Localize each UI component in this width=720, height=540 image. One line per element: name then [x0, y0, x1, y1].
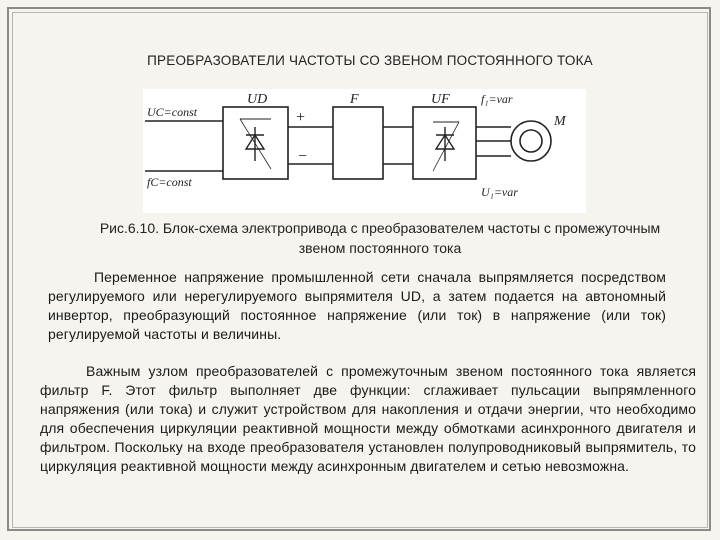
figure-caption: Рис.6.10. Блок-схема электропривода с преобразователем частоты с промежуточным звеном постоянного тока [99, 220, 661, 256]
paragraph-1: Переменное напряжение промышленной сети сначала выпрямляется посредством регулируемого или нерегулируемого выпрямителя UD, а затем подается на автономный инвертор, преобразующий постоянное напряжение (или ток) в напряжение (или ток) регулируемой частоты и величины. [48, 269, 666, 342]
motor-inner-circle [520, 130, 542, 152]
block-diagram [143, 89, 586, 213]
label-m: M [554, 114, 566, 129]
label-ud: UD [247, 92, 268, 107]
label-plus: + [296, 109, 306, 126]
paragraph-2: Важным узлом преобразователей с промежуточным звеном постоянного тока является фильтр F. Этот фильтр выполняет две функции: сглаживает пульсации выпрямленного напряжения (или тока) и служит устройством для накопления и отдачи энергии, что необходимо для обеспечения циркуляции реактивной мощности между обмотками асинхронного двигателя и фильтром. Поскольку на входе преобразователя установлен полупроводниковый выпрямитель, то циркуляция реактивной мощности между асинхронным двигателем и сетью невозможна. [40, 363, 696, 474]
label-u1: U₁=var [481, 185, 518, 199]
label-minus: − [298, 148, 308, 165]
label-uc: UC=const [147, 105, 198, 119]
label-f1: f₁=var [481, 92, 513, 106]
label-f: F [350, 92, 359, 107]
motor-outer-circle [511, 121, 551, 161]
inverter-symbol-icon [433, 122, 459, 171]
label-fc: fC=const [147, 175, 192, 189]
block-diagram-svg [143, 89, 586, 213]
slide-title: ПРЕОБРАЗОВАТЕЛИ ЧАСТОТЫ СО ЗВЕНОМ ПОСТОЯННОГО ТОКА [147, 53, 593, 68]
label-uf: UF [431, 92, 450, 107]
filter-block [333, 107, 383, 179]
rectifier-symbol-icon [240, 119, 271, 169]
